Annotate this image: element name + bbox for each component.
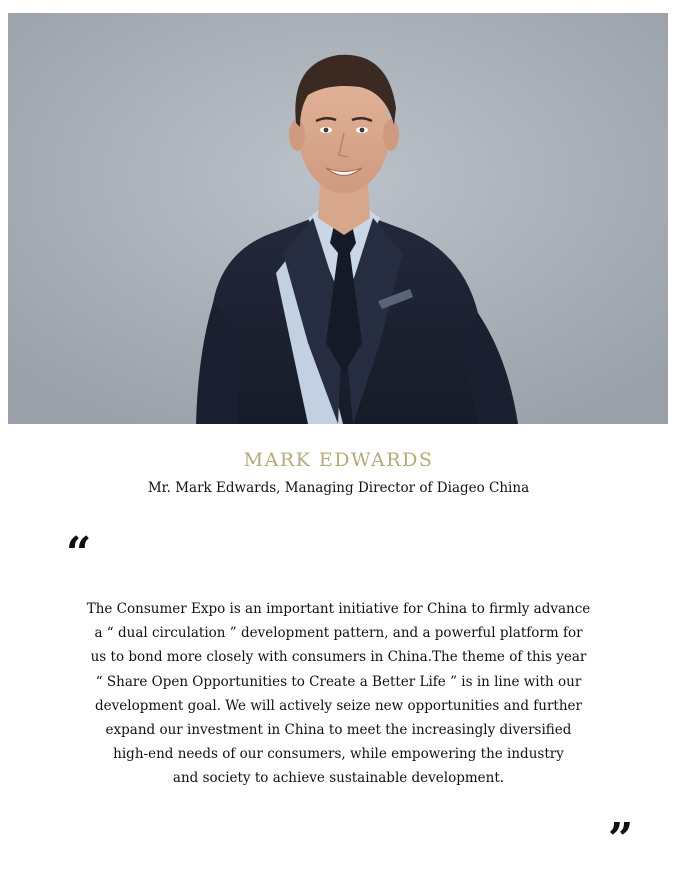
close-quote-mark: ” bbox=[608, 814, 634, 865]
quote-line: The Consumer Expo is an important initiative for China to firmly advance bbox=[86, 601, 591, 617]
portrait-illustration bbox=[8, 13, 668, 424]
person-name-heading: MARK EDWARDS bbox=[243, 449, 434, 471]
quote-line: us to bond more closely with consumers in China.The theme of this year bbox=[90, 649, 587, 666]
quote-line: a “ dual circulation ” development pattern, and a powerful platform for bbox=[94, 625, 583, 642]
quote-body bbox=[40, 597, 637, 791]
quote-line: high-end needs of our consumers, while empowering the industry bbox=[113, 746, 564, 763]
quote-line: development goal. We will actively seize new opportunities and further bbox=[95, 697, 582, 714]
quote-line: and society to achieve sustainable development. bbox=[172, 770, 505, 787]
open-quote-mark: “ bbox=[66, 528, 92, 579]
person-subtitle: Mr. Mark Edwards, Managing Director of Diageo China bbox=[147, 480, 530, 496]
quote-line: “ Share Open Opportunities to Create a Better Life ” is in line with our bbox=[95, 673, 582, 690]
portrait-photo bbox=[8, 13, 668, 424]
quote-line: expand our investment in China to meet the increasingly diversified bbox=[105, 722, 572, 739]
